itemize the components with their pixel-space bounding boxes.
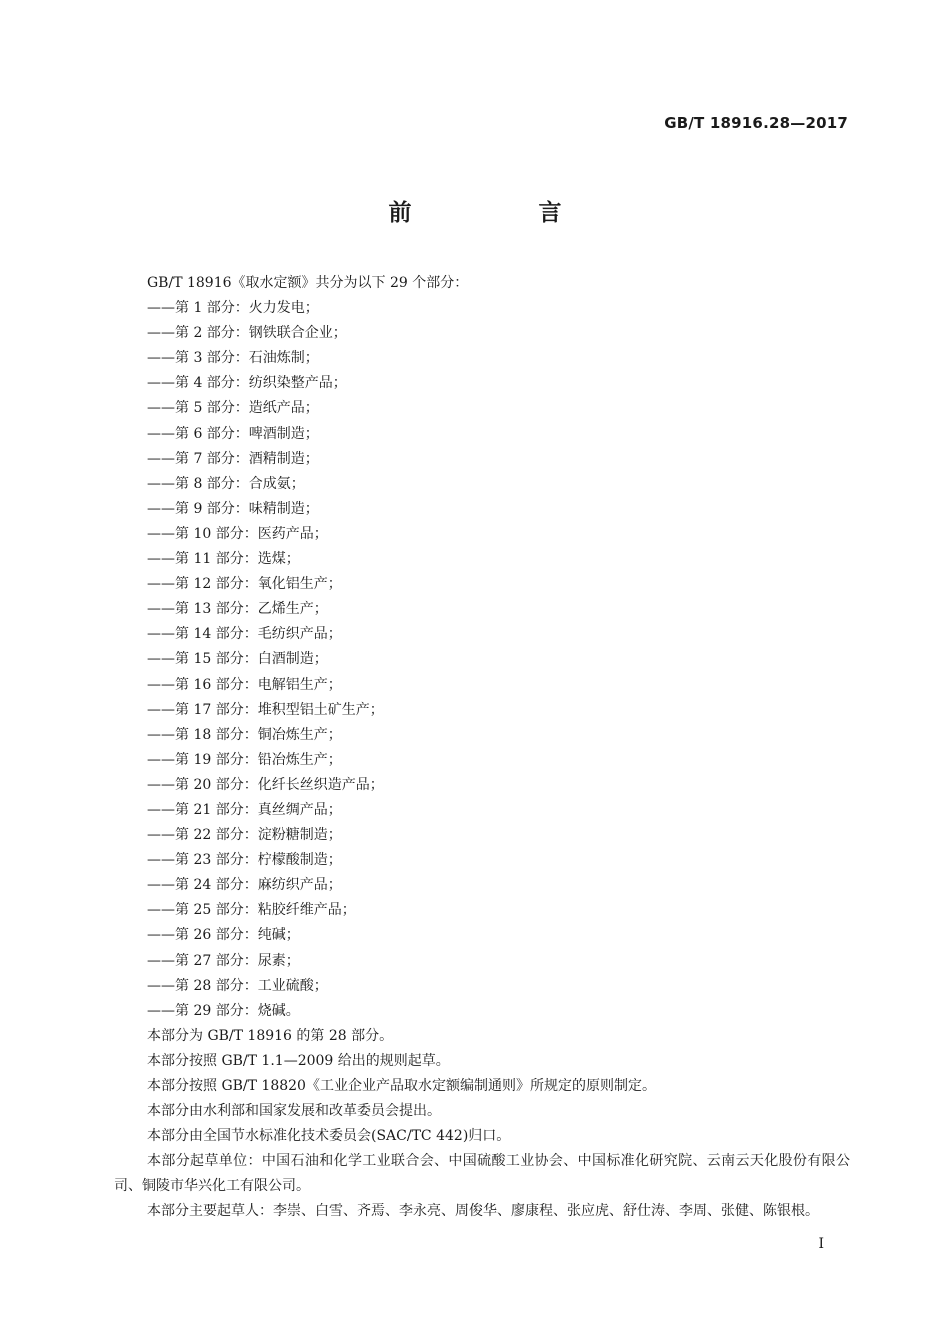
list-item: ——第 7 部分：酒精制造； xyxy=(147,450,319,467)
statement-drafting-rules: 本部分按照 GB/T 1.1—2009 给出的规则起草。 xyxy=(147,1052,450,1069)
list-item: ——第 29 部分：烧碱。 xyxy=(147,1002,300,1019)
list-item: ——第 28 部分：工业硫酸； xyxy=(147,977,328,994)
list-item: ——第 1 部分：火力发电； xyxy=(147,300,319,317)
list-item: ——第 22 部分：淀粉糖制造； xyxy=(147,827,342,844)
standard-code: GB/T 18916.28—2017 xyxy=(664,114,848,132)
intro-paragraph: GB/T 18916《取水定额》共分为以下 29 个部分： xyxy=(147,275,469,291)
list-item: ——第 9 部分：味精制造； xyxy=(147,500,319,517)
list-item: ——第 11 部分：选煤； xyxy=(147,551,300,568)
list-item: ——第 23 部分：柠檬酸制造； xyxy=(147,852,342,869)
drafting-units-paragraph: 本部分起草单位：中国石油和化学工业联合会、中国硫酸工业协会、中国标准化研究院、云南云天化股份有限公司、铜陵市华兴化工有限公司。 xyxy=(114,1153,850,1195)
parts-list xyxy=(114,296,850,1024)
list-item: ——第 17 部分：堆积型铝土矿生产； xyxy=(147,701,384,718)
list-item: ——第 15 部分：白酒制造； xyxy=(147,651,328,668)
list-item: ——第 16 部分：电解铝生产； xyxy=(147,676,342,693)
list-item: ——第 6 部分：啤酒制造； xyxy=(147,425,319,442)
list-item: ——第 2 部分：钢铁联合企业； xyxy=(147,325,347,342)
list-item: ——第 3 部分：石油炼制； xyxy=(147,350,319,367)
page-title: 前 言 xyxy=(388,200,614,226)
list-item: ——第 13 部分：乙烯生产； xyxy=(147,601,328,618)
foreword-body xyxy=(114,271,850,1225)
list-item: ——第 27 部分：尿素； xyxy=(147,952,300,969)
list-item: ——第 25 部分：粘胶纤维产品； xyxy=(147,902,356,919)
drafters-paragraph: 本部分主要起草人：李崇、白雪、齐焉、李永亮、周俊华、廖康程、张应虎、舒仕涛、李周、张健、陈银根。 xyxy=(147,1203,819,1220)
list-item: ——第 26 部分：纯碱； xyxy=(147,927,300,944)
list-item: ——第 18 部分：铜冶炼生产； xyxy=(147,726,342,743)
list-item: ——第 19 部分：铅冶炼生产； xyxy=(147,751,342,768)
statement-proposer: 本部分由水利部和国家发展和改革委员会提出。 xyxy=(147,1103,441,1120)
list-item: ——第 5 部分：造纸产品； xyxy=(147,400,319,417)
list-item: ——第 21 部分：真丝绸产品； xyxy=(147,801,342,818)
statement-committee: 本部分由全国节水标准化技术委员会(SAC/TC 442)归口。 xyxy=(147,1128,511,1145)
list-item: ——第 14 部分：毛纺织产品； xyxy=(147,626,342,643)
list-item: ——第 20 部分：化纤长丝织造产品； xyxy=(147,776,384,793)
statement-part-number: 本部分为 GB/T 18916 的第 28 部分。 xyxy=(147,1027,394,1044)
statement-principles: 本部分按照 GB/T 18820《工业企业产品取水定额编制通则》所规定的原则制定。 xyxy=(147,1078,656,1094)
list-item: ——第 4 部分：纺织染整产品； xyxy=(147,375,347,392)
page-number: I xyxy=(818,1236,824,1252)
list-item: ——第 8 部分：合成氨； xyxy=(147,475,305,492)
list-item: ——第 12 部分：氧化铝生产； xyxy=(147,576,342,593)
list-item: ——第 10 部分：医药产品； xyxy=(147,525,328,542)
list-item: ——第 24 部分：麻纺织产品； xyxy=(147,877,342,894)
